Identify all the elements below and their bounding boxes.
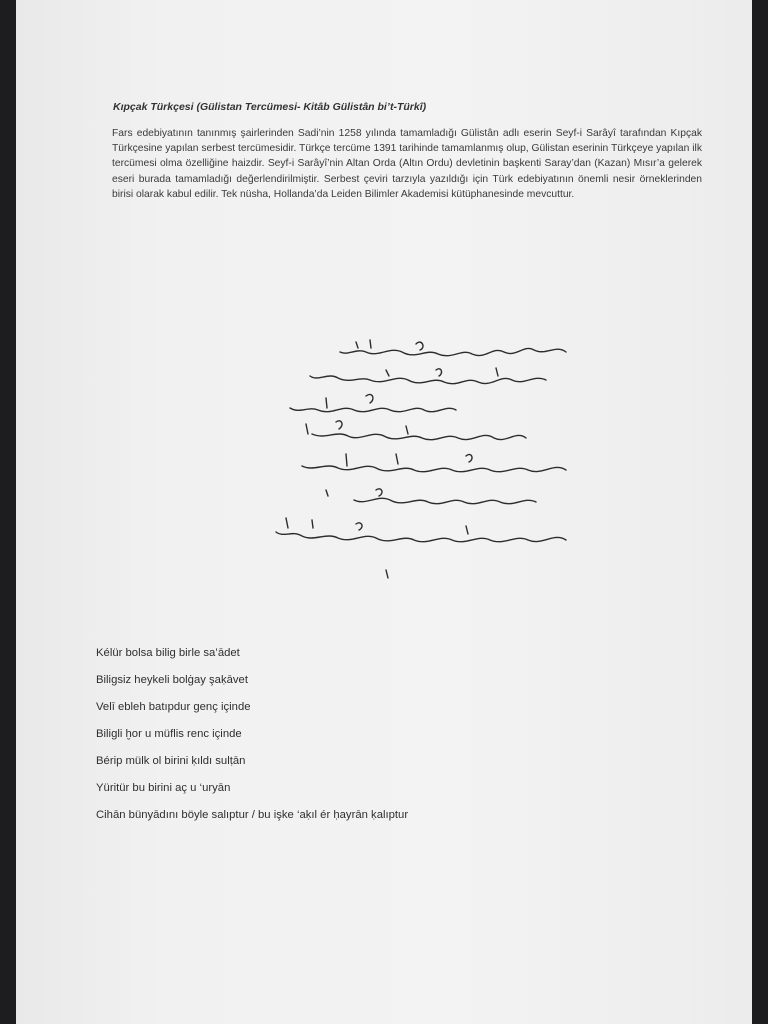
verse-line-7: Cihān bünyādını böyle salıptur / bu işke ‘aḳıl ér ḥayrān ḳalıptur xyxy=(96,809,409,821)
section-heading: Kıpçak Türkçesi (Gülistan Tercümesi- Kitâb Gülistân bi’t-Türkî) xyxy=(113,101,427,113)
verse-line-6: Yüritür bu birini aç u ‘uryān xyxy=(96,782,231,794)
transliteration-verse xyxy=(96,640,576,829)
verse-line-1: Kélür bolsa bilig birle sa’ādet xyxy=(96,647,240,659)
verse-line-3: Velī ebleh batıpdur genç içinde xyxy=(96,701,251,713)
verse-line-5: Bérip mülk ol birini ḳıldı sulṭān xyxy=(96,755,246,767)
verse-line-4: Biligli ḫor u müflis renc içinde xyxy=(96,728,242,740)
document-page xyxy=(16,0,752,1024)
handwritten-ottoman-verse xyxy=(266,330,586,590)
intro-paragraph: Fars edebiyatının tanınmış şairlerinden Sadi’nin 1258 yılında tamamladığı Gülistân adlı eserin Seyf-i Sarâyî tarafından Kıpçak Türkçesine yapılan serbest tercümesidir. Türkçe tercüme 1391 tarihinde tamamlanmış olup, Gülistan eserinin Türkçeye yapılan ilk tercümesi olma özelliğine haizdir. Seyf-i Sarâyî’nin Altan Orda (Altın Ordu) devletinin başkenti Saray’dan (Kazan) Mısır’a gelerek eseri burada tamamladığı değerlendirilmiştir. Serbest çeviri tarzıyla yazıldığı için Türk edebiyatının önemli nesir örneklerinden birisi olarak kabul edilir. Tek nüsha, Hollanda’da Leiden Bilimler Akademisi kütüphanesinde mevcuttur. xyxy=(112,128,702,200)
verse-line-2: Biligsiz heykeli bolġay şaḳāvet xyxy=(96,674,248,686)
